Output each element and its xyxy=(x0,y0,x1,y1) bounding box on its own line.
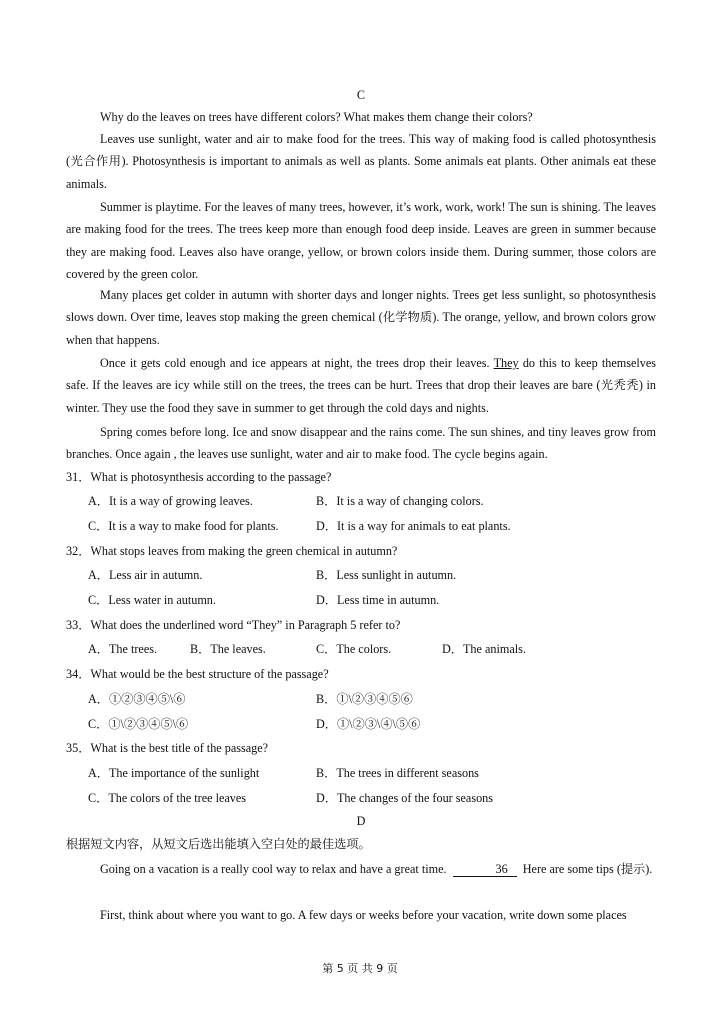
question-33-option-b[interactable]: B．The leaves. xyxy=(190,642,266,656)
question-32-option-b[interactable]: B．Less sunlight in autumn. xyxy=(316,568,457,582)
question-35-option-c[interactable]: C．The colors of the tree leaves xyxy=(88,791,247,805)
passage-paragraph-2: Summer is playtime. For the leaves of many trees, however, it’s work, work, work! The sun is shining. The leaves are making food for the trees. The trees keep more than enough food deep inside. Leaves are green in summer because they are making food. Leaves also have orange, yellow, or brown colors inside them. During summer, those colors are covered by the green color. xyxy=(66,200,656,281)
question-33-option-d[interactable]: D．The animals. xyxy=(442,642,526,656)
question-31-option-c[interactable]: C．It is a way to make food for plants. xyxy=(88,519,279,533)
section-d-heading: D xyxy=(356,814,366,828)
question-35-option-d[interactable]: D．The changes of the four seasons xyxy=(316,791,494,805)
passage-paragraph-5: Spring comes before long. Ice and snow disappear and the rains come. The sun shines, and tiny leaves grow from branches. Once again , the leaves use sunlight, water and air to make food. The cycle begins again. xyxy=(66,425,656,462)
question-33-option-a[interactable]: A．The trees. xyxy=(88,642,158,656)
section-d-paragraph-2: First, think about where you want to go. A few days or weeks before your vacation, write down some places xyxy=(100,908,627,922)
passage-intro: Why do the leaves on trees have different colors? What makes them change their colors? xyxy=(100,110,533,124)
question-32-option-d[interactable]: D．Less time in autumn. xyxy=(316,593,440,607)
question-34-option-c[interactable]: C．①\②③④⑤\⑥ xyxy=(88,717,189,731)
passage-paragraph-3: Many places get colder in autumn with shorter days and longer nights. Trees get less sunlight, so photosynthesis slows down. Over time, leaves stop making the green chemical (化学物质). The orange, yellow, and brown colors grow when that happens. xyxy=(66,288,656,347)
blank-36[interactable]: 36 xyxy=(453,862,517,877)
question-31: 31．What is photosynthesis according to the passage? xyxy=(66,470,332,484)
question-31-option-a[interactable]: A．It is a way of growing leaves. xyxy=(88,494,253,508)
question-35-option-b[interactable]: B．The trees in different seasons xyxy=(316,766,479,780)
question-35-option-a[interactable]: A．The importance of the sunlight xyxy=(88,766,260,780)
question-34-option-d[interactable]: D．①\②③\④\⑤⑥ xyxy=(316,717,421,731)
question-34: 34．What would be the best structure of the passage? xyxy=(66,667,329,681)
question-34-option-b[interactable]: B．①\②③④⑤⑥ xyxy=(316,692,413,706)
question-32: 32．What stops leaves from making the green chemical in autumn? xyxy=(66,544,398,558)
question-33-option-c[interactable]: C．The colors. xyxy=(316,642,392,656)
question-32-option-c[interactable]: C．Less water in autumn. xyxy=(88,593,216,607)
question-31-option-b[interactable]: B．It is a way of changing colors. xyxy=(316,494,484,508)
section-d-text-after-blank: Here are some tips (提示). xyxy=(522,862,653,876)
page-number-footer: 第 5 页 共 9 页 xyxy=(322,962,398,975)
question-35: 35．What is the best title of the passage? xyxy=(66,741,269,755)
question-33: 33．What does the underlined word “They” in Paragraph 5 refer to? xyxy=(66,618,401,632)
question-34-option-a[interactable]: A．①②③④⑤\⑥ xyxy=(88,692,186,706)
section-d-text-before-blank: Going on a vacation is a really cool way to relax and have a great time. xyxy=(100,862,447,876)
passage-paragraph-4 xyxy=(66,352,656,419)
question-31-option-d[interactable]: D．It is a way for animals to eat plants. xyxy=(316,519,511,533)
question-32-option-a[interactable]: A．Less air in autumn. xyxy=(88,568,203,582)
paragraph-4-text-after: do this to keep themselves safe. If the leaves are icy while still on the trees, the trees can be hurt. Trees that drop their leaves are bare (光秃秃) in winter. They use the food they save in summer to get through the cold days and nights. xyxy=(66,356,657,415)
section-c-heading: C xyxy=(356,88,366,102)
section-d-instruction: 根据短文内容，从短文后选出能填入空白处的最佳选项。 xyxy=(66,837,371,851)
section-d-paragraph-1 xyxy=(66,858,656,880)
paragraph-4-text-before: Once it gets cold enough and ice appears at night, the trees drop their leaves. xyxy=(100,356,494,370)
passage-paragraph-1: Leaves use sunlight, water and air to make food for the trees. This way of making food is called photosynthesis (光合作用). Photosynthesis is important to animals as well as plants. Some animals eat plants. Other animals eat these animals. xyxy=(66,132,656,191)
underlined-word-they: They xyxy=(493,356,519,370)
